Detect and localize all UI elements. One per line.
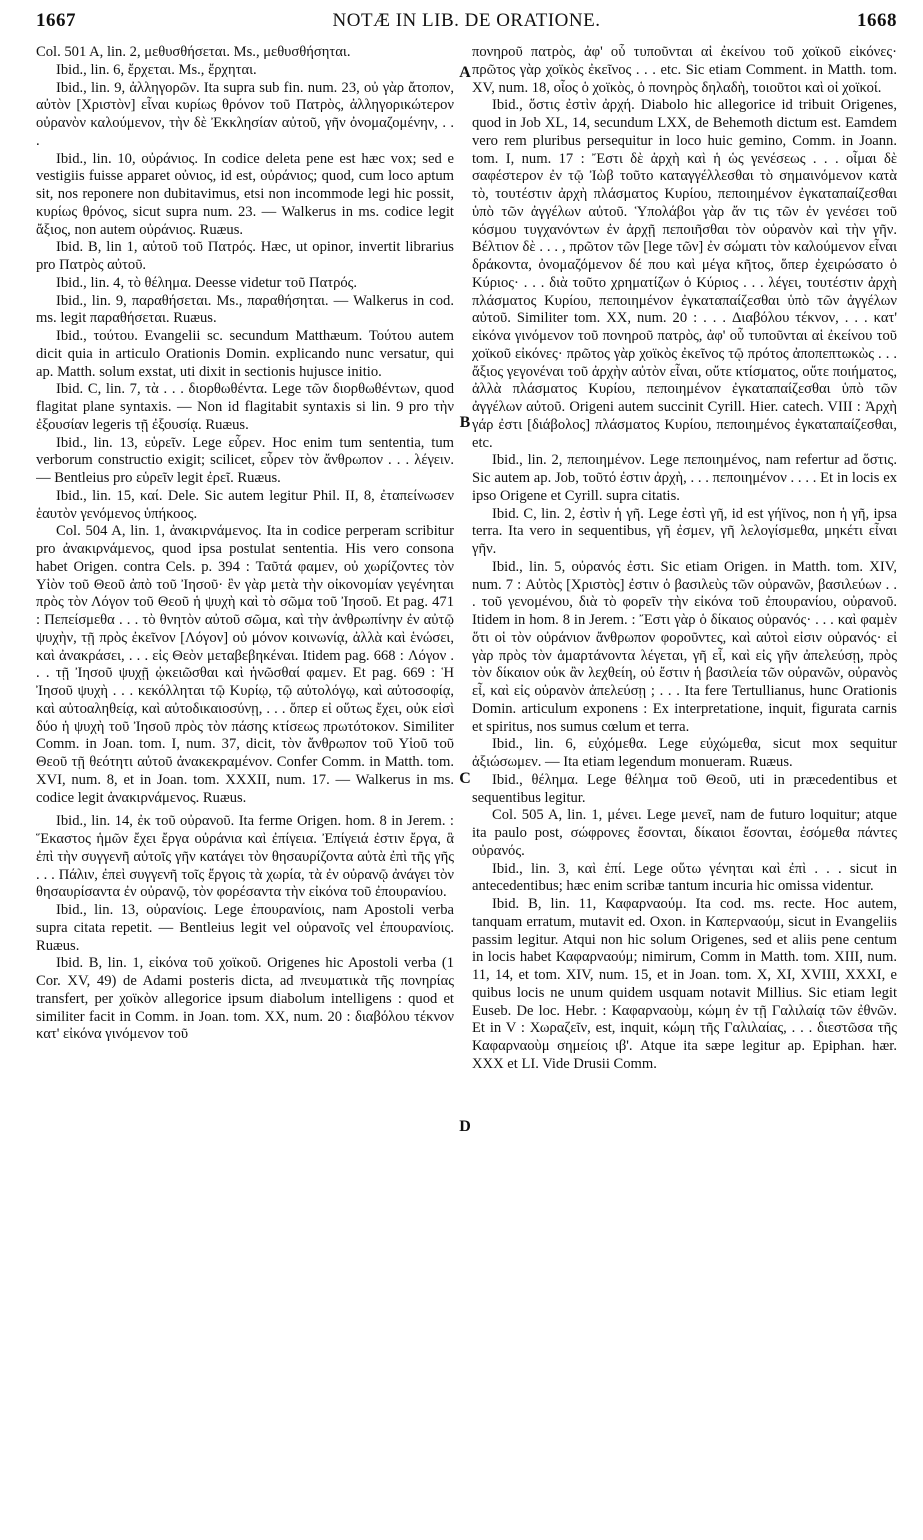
note: Col. 505 A, lin. 1, μένει. Lege μενεῖ, nam de futuro loquitur; atque ita paulo post, σώφρονες ἔσονται, δίκαιοι ἔσονται, ἐσόμεθα πάντες οὐρανός. [472, 807, 897, 859]
page-number-left: 1667 [36, 10, 76, 31]
page-number-right: 1668 [857, 10, 897, 31]
margin-letter-d: D [459, 1118, 471, 1135]
margin-letter-b: B [459, 414, 471, 431]
note: Ibid., lin. 2, πεποιημένον. Lege πεποιημένος, nam refertur ad ὅστις. Sic autem ap. Job, τοῦτό ἐστιν ἀρχὴ, . . . πεποιημένον . . . . Et in locis ex ipso Origene et Cyrill. supra citatis. [472, 452, 897, 504]
margin-letter-a: A [459, 64, 471, 81]
note: Ibid., lin. 10, οὐράνιος. In codice deleta pene est hæc vox; sed e vestigiis fuisse apparet οὐνιος, id est, οὐράνιος; quod, cum loco aptum sit, nos reponere non dubitavimus, etsi non incommode legi hic possit, κυρίως θρόνος, sicut supra num. 23. — Walkerus in ms. codice legit ἄξιος, non autem οὐράνιος. Ruæus. [36, 150, 454, 238]
note: Ibid., τούτου. Evangelii sc. secundum Matthæum. Τούτου autem dicit quia in articulo Orationis Domin. explicando nunc versatur, qui ap. Matth. solum exstat, uti dixit in sectionis hujusce initio. [36, 328, 454, 380]
running-header [36, 10, 897, 40]
note: Ibid., lin. 13, οὐρανίοις. Lege ἐπουρανίοις, nam Apostoli verba supra citata repetit. — Bentleius legit vel οὐρανοῖς vel ἐπουρανίοις. Ruæus. [36, 902, 454, 954]
note: Ibid., lin. 5, οὐρανός ἐστι. Sic etiam Origen. in Matth. tom. XIV, num. 7 : Αὐτὸς [Χριστὸς] ἐστιν ὁ βασιλεὺς τῶν οὐρανῶν, βασιλεύων . . . τοῦ γενομένου, διὰ τὸ φορεῖν τὴν εἰκόνα τοῦ ἐπουρανίου, οὐρανοῦ. Itidem in hom. 8 in Jerem. : Ἔστι γὰρ ὁ δίκαιος οὐρανός· . . . καὶ φαμὲν ὅτι οἱ τὸν οὐράνιον ἄνθρωπον φοροῦντες, καὶ αὐτοὶ εἰσιν οὐρανός· εἰ γὰρ πρὸς τὸν ἁμαρτάνοντα λέγεται, γῆ εἶ, καὶ εἰς γῆν ἀπελεύσῃ, πρὸς τὸν δίκαιον οὐκ ἂν λεχθείη, οὐ ἔστιν ἡ βασιλεία τῶν οὐρανῶν, οὐρανὸς εἶ, καὶ εἰς οὐρανὸν ἀπελεύσῃ ; . . . Ita fere Tertullianus, hunc Orationis Domin. articulum exponens : Ex interpretatione, inquit, figurata carnis et spiritus, nos sumus cœlum et terra. [472, 558, 897, 735]
note: Col. 504 A, lin. 1, ἀνακιρνάμενος. Ita in codice perperam scribitur pro ἀνακιρνάμενος, quod ipsa postulat sententia. His vero consona habet Origen. contra Cels. p. 394 : Ταῦτά φαμεν, οὐ χωρίζοντες τὸν Υἱὸν τοῦ Θεοῦ ἀπὸ τοῦ Ἰησοῦ· ἓν γὰρ μετὰ τὴν οἰκονομίαν γεγένηται πρὸς τὸν Λόγον τοῦ Θεοῦ ἡ ψυχὴ καὶ τὸ σῶμα τοῦ Ἰησοῦ. Et pag. 471 : Πεπείσμεθα . . . τὸ θνητὸν αὐτοῦ σῶμα, καὶ τὴν ἀνθρωπίνην ἐν αὐτῷ ψυχὴν, τῇ πρὸς ἐκεῖνον [Λόγον] οὐ μόνον κοινωνίᾳ, ἀλλὰ καὶ ἑνώσει, καὶ ἀνακράσει, . . . εἰς Θεὸν μεταβεβηκέναι. Itidem pag. 668 : Λόγον . . . τῇ Ἰησοῦ ψυχῇ ᾠκειῶσθαι καὶ ἡνῶσθαί φαμεν. Et pag. 669 : Ἡ Ἰησοῦ ψυχὴ . . . κεκόλληται τῷ Κυρίῳ, τῷ αὐτολόγῳ, καὶ αὐτοσοφίᾳ, καὶ αὐτοαληθείᾳ, καὶ αὐτοδικαιοσύνῃ, . . . ὅπερ εἰ οὕτως ἔχει, οὐκ εἰσὶ δύο ἡ ψυχὴ τοῦ Ἰησοῦ πρὸς τὸν πάσης κτίσεως πρωτότοκον. Similiter Comm. in Joan. tom. I, num. 37, dicit, τὸν ἄνθρωπον τοῦ Υἱοῦ τοῦ Θεοῦ τῇ θεότητι αὐτοῦ ἀνακεκραμένον. Confer Comm. in Matth. tom. XVI, num. 8, et in Joan. tom. XXXII, num. 17. — Walkerus in ms. codice legit ἀνακιρνάμενος. Ruæus. [36, 523, 454, 806]
left-column [36, 44, 454, 1524]
note: Ibid. B, lin. 1, εἰκόνα τοῦ χοϊκοῦ. Origenes hic Apostoli verba (1 Cor. XV, 49) de Adami posteris dicta, ad πνευματικὰ τῆς πονηρίας transfert, per χοϊκὸν allegorice ipsum diabolum intelligens : quod et similiter facit in Comm. in Joan. tom. XX, num. 20 : διαβόλου τέκνον κατ' εἰκόνα γινόμενον τοῦ [36, 955, 454, 1043]
note: Ibid., θέλημα. Lege θέλημα τοῦ Θεοῦ, uti in præcedentibus et sequentibus legitur. [472, 771, 897, 806]
right-column [472, 44, 897, 1524]
note: Col. 501 A, lin. 2, μεθυσθήσεται. Ms., μεθυσθήσηται. [36, 44, 351, 60]
note: Ibid., lin. 15, καί. Dele. Sic autem legitur Phil. II, 8, ἐταπείνωσεν ἑαυτὸν γενόμενος ὑπήκοος. [36, 487, 454, 522]
note: Ibid., lin. 9, ἀλληγορῶν. Ita supra sub fin. num. 23, οὐ γὰρ ἄτοπον, αὐτὸν [Χριστὸν] εἶναι κυρίως θρόνον τοῦ Πατρὸς, ἀλληγορικώτερον οὐρανὸν καλούμενον, τὴν δὲ Ἐκκλησίαν αὐτοῦ, γῆν ὀνομαζομένην, . . . [36, 79, 454, 149]
note: Ibid. B, lin. 11, Καφαρναούμ. Ita cod. ms. recte. Hoc autem, tanquam erratum, mutavit ed. Oxon. in Καπερναούμ, sicut in Evangeliis passim legitur. Atqui non hic solum Origenes, sed et aliis pene centum in locis habet Καφαρναούμ; nimirum, Comm in Matth. tom. XIII, num. 11, 14, et tom. XIV, num. 15, et in Joan. tom. X, XI, XVIII, XXXI, e quibus locis ne unum quidem usquam notavit Millius. Sic etiam legit Euseb. De loc. Hebr. : Καφαρναοὺμ, κώμη ἐν τῇ Γαλιλαίᾳ τῶν ἐθνῶν. Et in V : Χωραζεῖν, est, inquit, κώμη τῆς Γαλιλαίας, . . . διεστῶσα τῆς Καφαρναοὺμ σημείοις ιβ'. Atque ita sæpe legitur ap. Epiphan. hær. XXX et LI. Vide Drusii Comm. [472, 896, 897, 1072]
note: Ibid., lin. 6, εὐχόμεθα. Lege εὐχώμεθα, sicut mox sequitur ἀξιώσωμεν. — Ita etiam legendum monueram. Ruæus. [472, 736, 897, 770]
note: Ibid., lin. 6, ἔρχεται. Ms., ἔρχηται. [56, 61, 257, 78]
note: Ibid., ὅστις ἐστὶν ἀρχή. Diabolo hic allegorice id tribuit Origenes, quod in Job XL, 14, secundum LXX, de Behemoth dictum est. Eamdem vero rem pluribus persequitur in loco huic gemino, Comm. in Joann. tom. I, num. 17 : Ἔστι δὲ ἀρχὴ καὶ ἡ ὡς γενέσεως . . . οἶμαι δὲ σαφέστερον ἐν τῷ Ἰὼβ τοῦτο καταγγέλλεσθαι τὸ σημαινόμενον κατὰ τὸ, τουτέστιν ἀρχὴ πλάσματος Κυρίου, πεποιημένον ἐγκαταπαίζεσθαι ὑπὸ τῶν ἀγγέλων αὐτοῦ. Ὑπολάβοι γὰρ ἄν τις τῶν ἐν γενέσει τοῦ κόσμου τυγχανόντων ἐν ἀρχῇ πεποιῆσθαι τὸν οὐρανὸν καὶ τὴν γῆν. Βέλτιον δὲ . . . , πρῶτον τῶν [lege τῶν] ἐν σώματι τὸν καλούμενον εἶναι δράκοντα, ὀνομαζόμενον δέ που καὶ μέγα κῆτος, ὅπερ ἐχειρώσατο ὁ Κύριος· . . . διὰ τοῦτο χρηματίζων ὁ Κύριος . . . λέγει, τουτέστιν ἀρχὴ πλάσματος Κυρίου, πεποιημένον ἐγκαταπαίζεσθαι ὑπὸ τῶν ἀγγέλων αὐτοῦ. Similiter tom. XX, num. 20 : . . . Διαβόλου τέκνον, . . . κατ' εἰκόνα γινόμενον τοῦ πονηροῦ πατρὸς, ἀφ' οὗ τυποῦνται αἱ ἐκείνου τοῦ χοϊκοῦ εἰκόνες· πρῶτος γὰρ χοϊκὸς ἐκεῖνος τῷ πρότος ἀποπεπτωκὼς . . . ἄξιος γεγονέναι τοῦ ἀρχὴν αὐτὸν εἶναι, οὔτε κτίσματος, οὔτε ποιήματος, ἀλλὰ πλάσματος Κυρίου, πεποιημένον ἐγκαταπαίζεσθαι ὑπὸ τῶν ἀγγέλων αὐτοῦ. Origeni autem succinit Cyrill. Hier. catech. VIII : Ἀρχὴ γάρ ἐστι [διάβολος] πλάσματος Κυρίου, πεποιημένος ἐγκαταπαίζεσθαι, etc. [472, 97, 897, 451]
note: πονηροῦ πατρὸς, ἀφ' οὗ τυποῦνται αἱ ἐκείνου τοῦ χοϊκοῦ εἰκόνες· πρῶτος γὰρ χοϊκὸς ἐκεῖνος . . . etc. Sic etiam Comment. in Matth. tom. XV, num. 18, οἷος ὁ χοϊκὸς, ὁ πονηρὸς δηλαδὴ, τοιοῦτοι καὶ οἱ χοϊκοί. [472, 44, 897, 96]
note: Ibid., lin. 4, τὸ θέλημα. Deesse videtur τοῦ Πατρός. [56, 274, 358, 291]
note: Ibid., lin. 3, καὶ ἐπί. Lege οὕτω γένηται καὶ ἐπὶ . . . sicut in antecedentibus; hæc enim scribæ tantum incuria hic omissa videntur. [472, 860, 897, 895]
note: Ibid., lin. 14, ἐκ τοῦ οὐρανοῦ. Ita ferme Origen. hom. 8 in Jerem. : Ἕκαστος ἡμῶν ἔχει ἔργα οὐράνια καὶ ἐπίγεια. Ἐπίγειά ἐστιν ἔργα, ἃ ἐπὶ τὴν συγγενῆ αὐτοῖς γῆν κατάγει τὸν θησαυρίζοντα αὐτὰ ἐπὶ τῆς γῆς . . . Πάλιν, ἐπεὶ συγγενῆ τοῖς ἔργοις τὰ χωρία, τὰ ἐν οὐρανῷ ἀνάγει τὸν θησαυρίσαντα ἐν οὐρανῷ, τὸν φορέσαντα τὴν εἰκόνα τοῦ ἐπουρανίου. [36, 813, 454, 901]
running-title: NOTÆ IN LIB. DE ORATIONE. [332, 10, 601, 31]
note: Ibid. C, lin. 2, ἐστὶν ἡ γῆ. Lege ἐστὶ γῆ, id est γήϊνος, non ἡ γῆ, ipsa terra. Ita vero in sequentibus, γῆ ἐσμεν, γῆ λελογίσμεθα, μηκέτι εἶναι γῆν. [472, 505, 897, 557]
note: Ibid., lin. 9, παραθήσεται. Ms., παραθήσηται. — Walkerus in cod. ms. legit παραθήσεται. Ruæus. [36, 292, 454, 327]
note: Ibid. B, lin 1, αὐτοῦ τοῦ Πατρός. Hæc, ut opinor, invertit librarius pro Πατρὸς αὐτοῦ. [36, 239, 454, 273]
note: Ibid., lin. 13, εὑρεῖν. Lege εὗρεν. Hoc enim tum sententia, tum verborum constructio exigit; scilicet, εὗρεν τὸν ἄνθρωπον . . . λέγειν. — Bentleius pro εὑρεῖν legit ἐρεῖ. Ruæus. [36, 434, 454, 486]
note: Ibid. C, lin. 7, τὰ . . . διορθωθέντα. Lege τῶν διορθωθέντων, quod flagitat plane syntaxis. — Non id flagitabit syntaxis si lin. 9 pro τὴν ἐξουσίαν legeris τῇ ἐξουσίᾳ. Ruæus. [36, 381, 454, 433]
margin-letter-c: C [459, 770, 471, 787]
